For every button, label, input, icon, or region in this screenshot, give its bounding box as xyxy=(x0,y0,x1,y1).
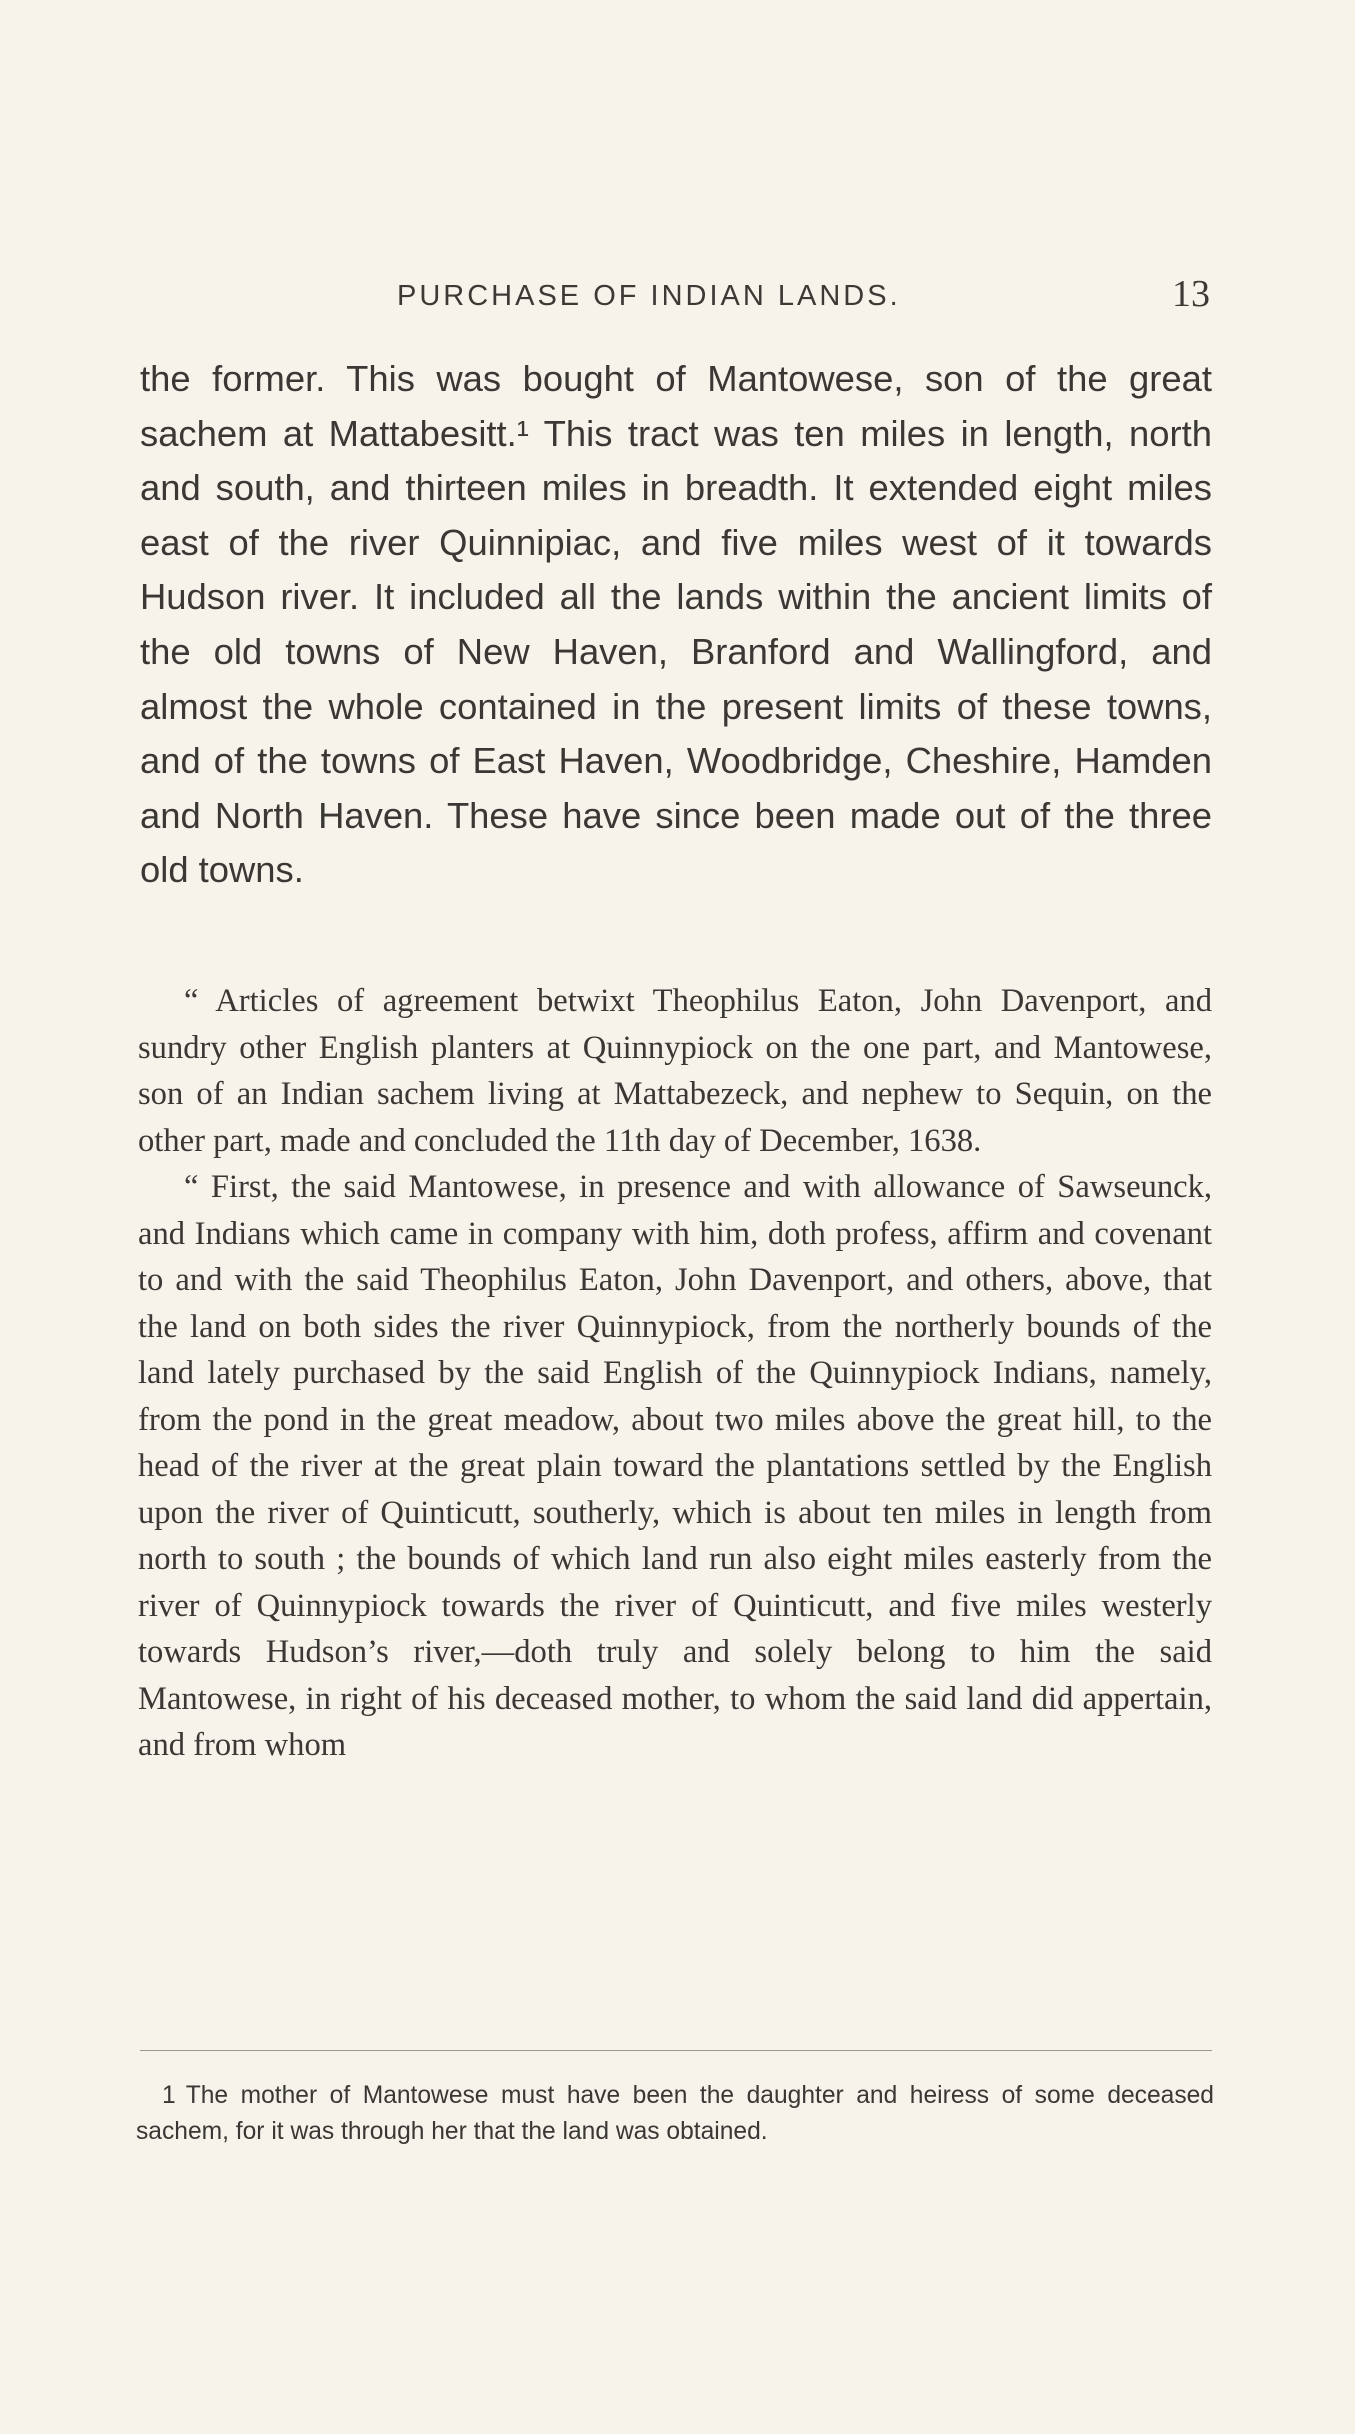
footnote-divider xyxy=(140,2050,1212,2051)
page-header xyxy=(142,272,1210,332)
page-number: 13 xyxy=(1172,273,1210,315)
footnote-text: The mother of Mantowese must have been the daughter and heiress of some deceased sachem, for it was through her that the land was obtained. xyxy=(136,2082,1214,2145)
quoted-articles xyxy=(138,978,1212,1769)
main-paragraph: the former. This was bought of Mantowese, son of the great sachem at Mattabesitt.¹ This tract was ten miles in length, north and south, and thirteen miles in breadth. It extended eight miles east of the river Quinnipiac, and five miles west of it towards Hudson river. It included all the lands within the ancient limits of the old towns of New Haven, Branford and Wallingford, and almost the whole contained in the present limits of these towns, and of the towns of East Haven, Woodbridge, Cheshire, Hamden and North Haven. These have since been made out of the three old towns. xyxy=(140,358,1212,891)
quote-paragraph-articles: “ Articles of agreement betwixt Theophilus Eaton, John Davenport, and sundry other English planters at Quinnypiock on the one part, and Mantowese, son of an Indian sachem living at Mattabezeck, and nephew to Sequin, on the other part, made and concluded the 11th day of December, 1638. xyxy=(138,983,1212,1159)
footnote xyxy=(136,2078,1214,2150)
running-head: PURCHASE OF INDIAN LANDS. xyxy=(397,280,901,312)
footnote-number: 1 xyxy=(162,2082,176,2109)
quote-paragraph-first: “ First, the said Mantowese, in presence and with allowance of Sawseunck, and Indians which came in company with him, doth profess, affirm and covenant to and with the said Theophilus Eaton, John Davenport, and others, above, that the land on both sides the river Quinnypiock, from the northerly bounds of the land lately purchased by the said English of the Quinnypiock Indians, namely, from the pond in the great meadow, about two miles above the great hill, to the head of the river at the great plain toward the plantations settled by the English upon the river of Quinticutt, southerly, which is about ten miles in length from north to south ; the bounds of which land run also eight miles easterly from the river of Quinnypiock towards the river of Quinticutt, and five miles westerly towards Hudson’s river,—doth truly and solely belong to him the said Mantowese, in right of his deceased mother, to whom the said land did appertain, and from whom xyxy=(138,1169,1212,1763)
